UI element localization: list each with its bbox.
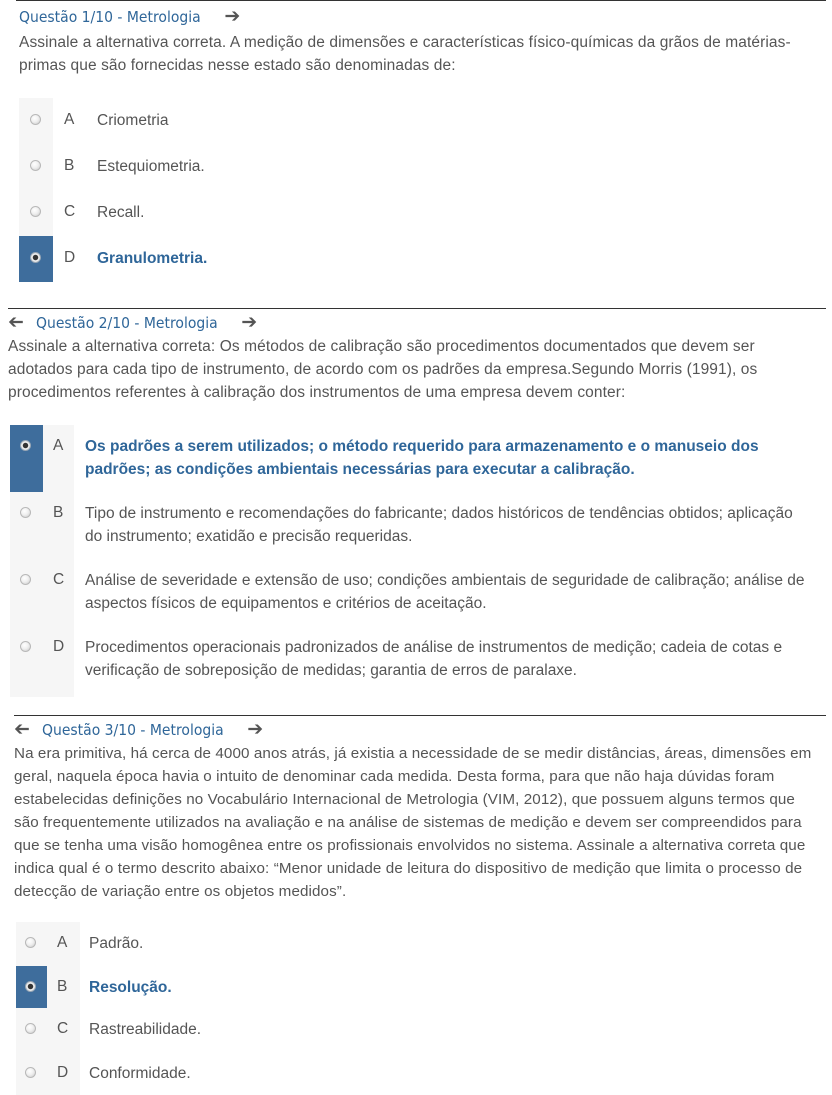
option-letter: A [57,934,68,951]
option-d[interactable] [16,1052,816,1095]
option-b[interactable] [16,966,816,1008]
question-divider [8,308,826,309]
arrow-left-icon[interactable]: ➔ [14,718,30,740]
radio-icon[interactable] [25,1067,36,1078]
arrow-right-icon[interactable]: ➔ [241,311,258,333]
radio-icon[interactable] [20,641,31,652]
question-text: Na era primitiva, há cerca de 4000 anos atrás, já existia a necessidade de se medir distâncias, áreas, dimensões em geral, naquela época havia o intuito de denominar cada medida. Desta forma, para que não haja dúvidas foram estabelecidas definições no Vocabulário Internacional de Metrologia (VIM, 2012), que possuem alguns termos que são frequentemente utilizados na avaliação e na análise de sistemas de medição e devem ser compreendidos para que se tenha uma visão homogênea entre os profissionais envolvidos no sistema. Assinale a alternativa correta que indica qual é o termo descrito abaixo: “Menor unidade de leitura do dispositivo de medição que limita o processo de detecção de variação entre os objetos medidos”. [14,745,812,900]
option-text[interactable]: Criometria [97,112,169,129]
arrow-right-icon[interactable]: ➔ [224,5,241,27]
option-letter: D [64,249,76,266]
option-d[interactable] [19,236,819,282]
option-text[interactable]: Recall. [97,204,145,221]
option-text[interactable]: Resolução. [89,979,172,996]
question-header [19,7,240,26]
question-2 [0,308,832,710]
radio-icon[interactable] [30,114,41,125]
arrow-right-icon[interactable]: ➔ [247,718,264,740]
radio-icon[interactable] [20,507,31,518]
option-text[interactable]: Rastreabilidade. [89,1021,202,1038]
arrow-left-icon[interactable]: ➔ [8,311,24,333]
radio-icon[interactable] [25,981,36,992]
radio-icon[interactable] [25,1023,36,1034]
option-letter: B [57,978,68,995]
question-title: Questão 2/10 - Metrologia [35,313,218,332]
radio-icon[interactable] [20,574,31,585]
option-c[interactable] [19,190,819,236]
option-a[interactable] [10,425,820,492]
option-text[interactable]: Padrão. [89,935,144,952]
option-text[interactable]: Tipo de instrumento e recomendações do fabricante; dados históricos de tendências obtidos; aplicação do instrumento; exatidão e precisão requeridas. [85,505,793,545]
option-letter: C [53,571,65,588]
option-text[interactable]: Os padrões a serem utilizados; o método requerido para armazenamento e o manuseio dos padrões; as condições ambientais necessárias para executar a calibração. [85,438,759,478]
option-a[interactable] [16,922,816,966]
question-header [8,313,257,332]
option-letter: A [64,111,75,128]
question-text: Assinale a alternativa correta: Os métodos de calibração são procedimentos documentados que devem ser adotados para cada tipo de instrumento, de acordo com os padrões da empresa.Segundo Morris (1991), os procedimentos referentes à calibração dos instrumentos de uma empresa devem conter: [8,338,758,401]
radio-icon[interactable] [30,206,41,217]
question-title: Questão 3/10 - Metrologia [41,720,224,739]
option-letter: B [64,157,75,174]
option-b[interactable] [19,144,819,190]
question-header [14,720,263,739]
option-a[interactable] [19,98,819,144]
option-c[interactable] [16,1008,816,1052]
option-letter: B [53,504,64,521]
radio-icon[interactable] [25,937,36,948]
question-1 [0,0,832,305]
radio-icon[interactable] [30,160,41,171]
option-letter: C [57,1020,69,1037]
option-text[interactable]: Granulometria. [97,250,208,267]
option-letter: C [64,203,76,220]
option-text[interactable]: Procedimentos operacionais padronizados de análise de instrumentos de medição; cadeia de cotas e verificação de sobreposição de medidas; garantia de erros de paralaxe. [85,639,783,679]
option-letter: D [53,638,65,655]
radio-icon[interactable] [30,252,41,263]
option-letter: A [53,437,64,454]
question-title: Questão 1/10 - Metrologia [19,7,201,26]
radio-icon[interactable] [20,440,31,451]
option-text[interactable]: Estequiometria. [97,158,205,175]
selected-highlight [10,425,43,492]
question-text: Assinale a alternativa correta. A medição de dimensões e características físico-químicas da grãos de matérias-primas que são fornecidas nesse estado são denominadas de: [19,34,791,74]
option-d[interactable] [10,626,820,693]
question-3 [0,715,832,1095]
option-b[interactable] [10,492,820,559]
question-divider [14,715,826,716]
question-divider [16,0,826,1]
option-letter: D [57,1064,69,1081]
option-text[interactable]: Análise de severidade e extensão de uso; condições ambientais de seguridade de calibração; análise de aspectos físicos de equipamentos e critérios de aceitação. [85,572,805,612]
option-text[interactable]: Conformidade. [89,1065,191,1082]
option-c[interactable] [10,559,820,626]
